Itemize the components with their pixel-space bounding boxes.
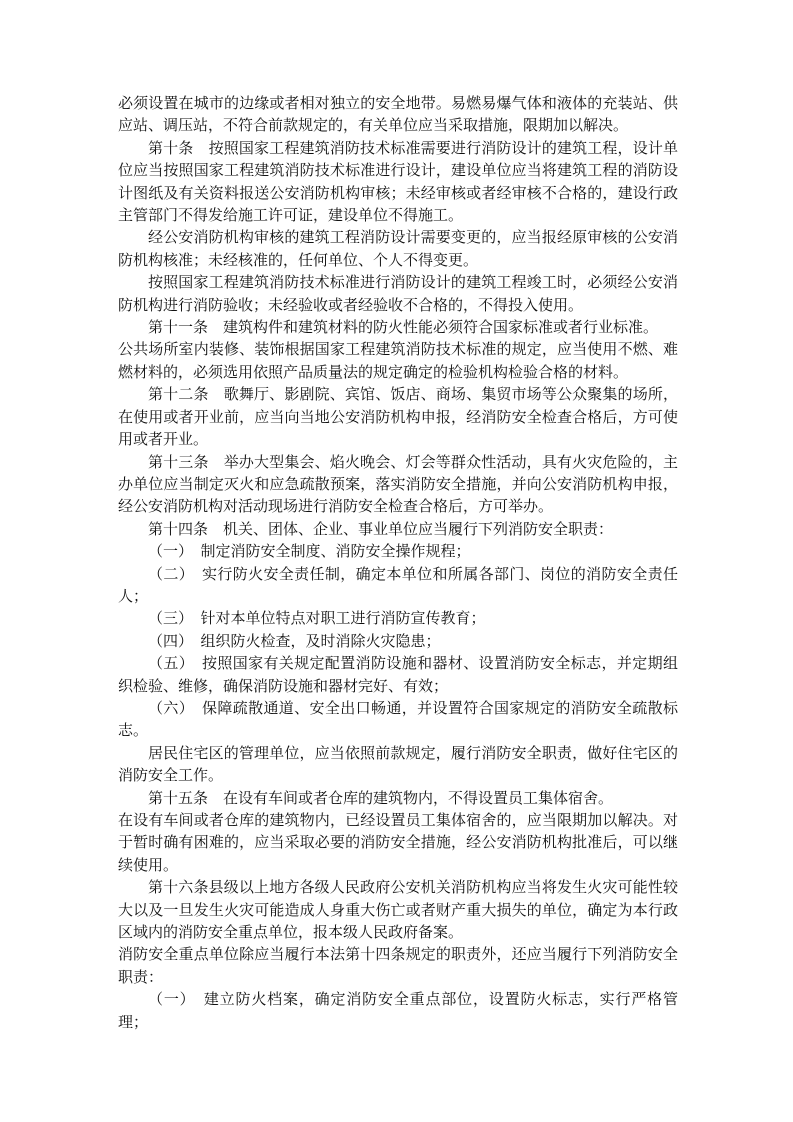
paragraph: 公共场所室内装修、装饰根据国家工程建筑消防技术标准的规定，应当使用不燃、难燃材料的，必须选用依照产品质量法的规定确定的检验机构检验合格的材料。 bbox=[118, 340, 678, 381]
list-item: （三） 针对本单位特点对职工进行消防宣传教育； bbox=[148, 609, 486, 628]
list-item: （五） 按照国家有关规定配置消防设施和器材、设置消防安全标志，并定期组织检验、维修，确保消防设施和器材完好、有效； bbox=[118, 654, 678, 695]
article-12-paragraph: 第十二条 歌舞厅、影剧院、宾馆、饭店、商场、集贸市场等公众聚集的场所，在使用或者开业前，应当向当地公安消防机构申报，经消防安全检查合格后，方可使用或者开业。 bbox=[118, 385, 678, 449]
article-14-paragraph: 第十四条 机关、团体、企业、事业单位应当履行下列消防安全职责： bbox=[148, 519, 614, 538]
paragraph: 在设有车间或者仓库的建筑物内，已经设置员工集体宿舍的，应当限期加以解决。对于暂时确有困难的，应当采取必要的消防安全措施，经公安消防机构批准后，可以继续使用。 bbox=[118, 811, 678, 874]
article-10-paragraph: 第十条 按照国家工程建筑消防技术标准需要进行消防设计的建筑工程，设计单位应当按照国家工程建筑消防技术标准进行设计，建设单位应当将建筑工程的消防设计图纸及有关资料报送公安消防机构审核；未经审核或者经审核不合格的，建设行政主管部门不得发给施工许可证，建设单位不得施工。 bbox=[118, 138, 678, 225]
list-item: （一） 制定消防安全制度、消防安全操作规程； bbox=[148, 542, 471, 561]
list-item: （二） 实行防火安全责任制，确定本单位和所属各部门、岗位的消防安全责任人； bbox=[118, 564, 678, 605]
paragraph: 消防安全重点单位除应当履行本法第十四条规定的职责外，还应当履行下列消防安全职责： bbox=[118, 945, 678, 986]
paragraph: 必须设置在城市的边缘或者相对独立的安全地带。易燃易爆气体和液体的充装站、供应站、调压站，不符合前款规定的，有关单位应当采取措施，限期加以解决。 bbox=[118, 94, 678, 135]
article-11-paragraph: 第十一条 建筑构件和建筑材料的防火性能必须符合国家标准或者行业标准。 bbox=[148, 318, 659, 337]
document-body bbox=[118, 92, 678, 1033]
list-item: （四） 组织防火检查，及时消除火灾隐患； bbox=[148, 631, 441, 650]
paragraph: 经公安消防机构审核的建筑工程消防设计需要变更的，应当报经原审核的公安消防机构核准；未经核准的，任何单位、个人不得变更。 bbox=[118, 228, 678, 269]
article-15-paragraph: 第十五条 在设有车间或者仓库的建筑物内，不得设置员工集体宿舍。 bbox=[148, 788, 614, 807]
paragraph: 居民住宅区的管理单位，应当依照前款规定，履行消防安全职责，做好住宅区的消防安全工作。 bbox=[118, 743, 678, 785]
list-item: （一） 建立防火档案，确定消防安全重点部位，设置防火标志，实行严格管理； bbox=[118, 990, 678, 1031]
article-16-paragraph: 第十六条县级以上地方各级人民政府公安机关消防机构应当将发生火灾可能性较大以及一旦发生火灾可能造成人身重大伤亡或者财产重大损失的单位，确定为本行政区域内的消防安全重点单位，报本级人民政府备案。 bbox=[118, 878, 678, 942]
paragraph: 按照国家工程建筑消防技术标准进行消防设计的建筑工程竣工时，必须经公安消防机构进行消防验收；未经验收或者经验收不合格的，不得投入使用。 bbox=[118, 273, 678, 314]
article-13-paragraph: 第十三条 举办大型集会、焰火晚会、灯会等群众性活动，具有火灾危险的，主办单位应当制定灭火和应急疏散预案，落实消防安全措施，并向公安消防机构申报，经公安消防机构对活动现场进行消防安全检查合格后，方可举办。 bbox=[118, 452, 678, 516]
list-item: （六） 保障疏散通道、安全出口畅通，并设置符合国家规定的消防安全疏散标志。 bbox=[118, 698, 678, 740]
